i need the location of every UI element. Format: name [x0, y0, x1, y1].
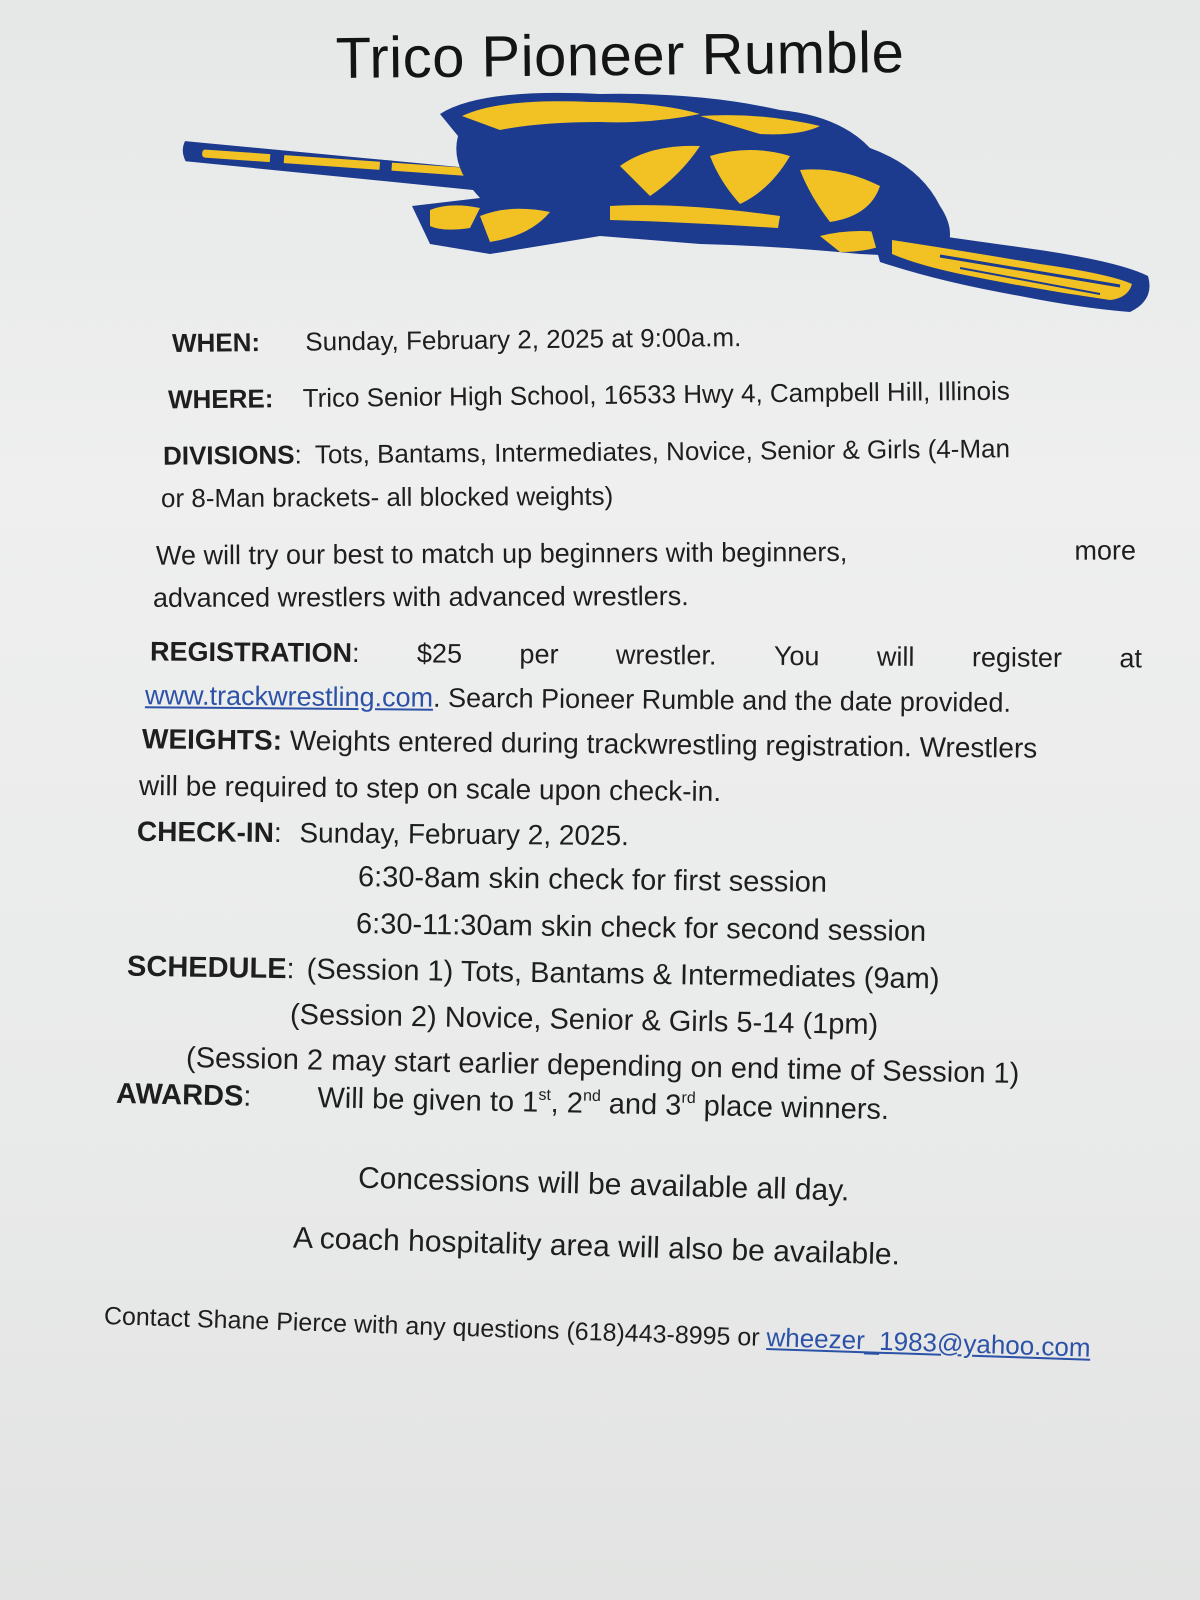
- registration-word: at: [1119, 643, 1143, 674]
- registration-word: wrestler.: [615, 639, 717, 671]
- divisions-text-1: Tots, Bantams, Intermediates, Novice, Senior & Girls (4-Man: [314, 433, 1011, 470]
- registration-label: REGISTRATION: [149, 636, 353, 668]
- matching-line-1: [156, 535, 1136, 571]
- registration-line-2: [145, 680, 1011, 719]
- checkin-slot-2: 6:30-11:30am skin check for second session: [355, 908, 927, 948]
- awards-mid-1: , 2: [550, 1087, 584, 1120]
- weights-line-1: [142, 723, 1038, 764]
- registration-text-2: . Search Pioneer Rumble and the date provided.: [432, 682, 1012, 718]
- registration-word: $25: [416, 638, 463, 669]
- pioneer-rifle-logo: [180, 86, 1160, 322]
- schedule-session-2: (Session 2) Novice, Senior & Girls 5-14 (1pm): [289, 998, 879, 1042]
- registration-label-wrap: [150, 637, 360, 669]
- concessions-line: Concessions will be available all day.: [357, 1161, 850, 1208]
- awards-sup-3: rd: [681, 1089, 696, 1108]
- registration-colon: :: [351, 637, 360, 668]
- weights-text-1: Weights entered during trackwrestling registration. Wrestlers: [289, 724, 1038, 764]
- divisions-line-2: or 8-Man brackets- all blocked weights): [160, 480, 614, 514]
- awards-post: place winners.: [695, 1090, 890, 1127]
- awards-sup-2: nd: [582, 1087, 602, 1106]
- contact-text: Contact Shane Pierce with any questions (618)443-8995 or: [103, 1302, 767, 1352]
- where-line: [168, 376, 1010, 416]
- weights-line-2: will be required to step on scale upon check-in.: [138, 769, 722, 808]
- awards-colon: :: [243, 1080, 252, 1113]
- checkin-date: Sunday, February 2, 2025.: [299, 817, 630, 852]
- schedule-line-1: [127, 951, 940, 997]
- awards-text: [317, 1082, 889, 1126]
- awards-sup-1: st: [538, 1086, 552, 1105]
- checkin-line: [137, 816, 629, 852]
- contact-line: [103, 1300, 1091, 1364]
- trackwrestling-link[interactable]: www.trackwrestling.com: [144, 680, 434, 713]
- awards-pre: Will be given to 1: [317, 1082, 539, 1119]
- flyer-title: Trico Pioneer Rumble: [335, 20, 905, 91]
- schedule-label: SCHEDULE: [126, 950, 287, 986]
- schedule-session-1: (Session 1) Tots, Bantams & Intermediates (9am): [306, 953, 940, 996]
- awards-mid-2: and 3: [600, 1088, 682, 1122]
- where-label: WHERE:: [167, 383, 274, 415]
- registration-line-1: [150, 637, 1142, 675]
- divisions-line-1: [163, 433, 1010, 471]
- registration-word: register: [971, 642, 1063, 673]
- matching-line-2: advanced wrestlers with advanced wrestlers.: [152, 581, 689, 613]
- hospitality-line: A coach hospitality area will also be available.: [292, 1221, 901, 1272]
- awards-label: AWARDS: [115, 1077, 244, 1113]
- matching-text-1b: more: [1074, 535, 1137, 566]
- when-value: Sunday, February 2, 2025 at 9:00a.m.: [305, 322, 742, 357]
- registration-word: You: [773, 640, 820, 672]
- registration-word: will: [876, 641, 915, 672]
- matching-text-1a: We will try our best to match up beginners with beginners,: [155, 536, 848, 571]
- when-line: [172, 322, 742, 359]
- checkin-slot-1: 6:30-8am skin check for first session: [357, 861, 828, 899]
- checkin-label: CHECK-IN: [136, 815, 275, 849]
- schedule-note: (Session 2 may start earlier depending on end time of Session 1): [185, 1042, 1020, 1090]
- checkin-colon: :: [273, 817, 282, 849]
- divisions-colon: :: [294, 439, 302, 470]
- schedule-colon: :: [286, 953, 295, 986]
- registration-word: per: [519, 639, 559, 670]
- where-value: Trico Senior High School, 16533 Hwy 4, Campbell Hill, Illinois: [302, 375, 1010, 413]
- divisions-label: DIVISIONS: [162, 439, 295, 471]
- weights-label: WEIGHTS:: [141, 723, 283, 756]
- when-label: WHEN:: [171, 327, 261, 358]
- contact-email-link[interactable]: wheezer_1983@yahoo.com: [766, 1321, 1092, 1363]
